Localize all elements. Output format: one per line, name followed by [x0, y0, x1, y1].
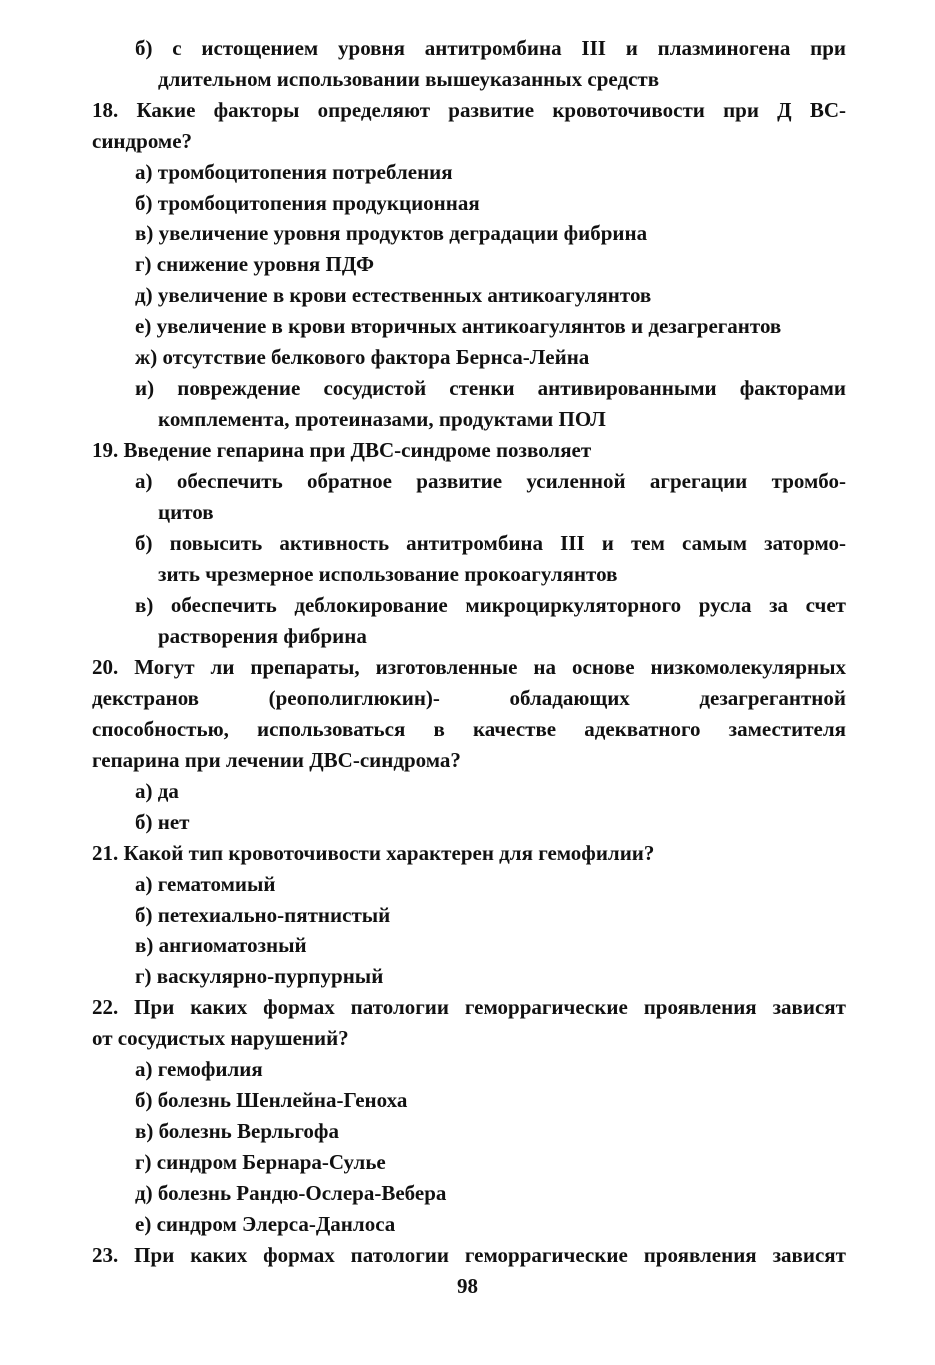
answer-option: б) с истощением уровня антитромбина III и плазминогена при	[135, 36, 846, 60]
question-22-continuation: от сосудистых нарушений?	[92, 1026, 349, 1050]
answer-option: б) нет	[135, 810, 190, 834]
answer-option: б) повысить активность антитромбина III и тем самым затормо-	[135, 531, 846, 555]
answer-option: б) петехиально-пятнистый	[135, 903, 391, 927]
question-18-continuation: синдроме?	[92, 129, 193, 153]
answer-option-continuation: длительном использовании вышеуказанных средств	[158, 67, 660, 91]
answer-option: г) синдром Бернара-Сулье	[135, 1150, 386, 1174]
question-20: 20. Могут ли препараты, изготовленные на основе низкомолекулярных	[92, 655, 846, 679]
answer-option: е) синдром Элерса-Данлоса	[135, 1212, 396, 1236]
answer-option: а) гематомиый	[135, 872, 276, 896]
answer-option: а) да	[135, 779, 179, 803]
answer-option: в) болезнь Верльгофа	[135, 1119, 339, 1143]
answer-option: б) болезнь Шенлейна-Геноха	[135, 1088, 408, 1112]
answer-option: а) тромбоцитопения потребления	[135, 160, 453, 184]
question-18: 18. Какие факторы определяют развитие кровоточивости при Д ВС-	[92, 98, 846, 122]
question-23: 23. При каких формах патологии геморрагические проявления зависят	[92, 1243, 846, 1267]
question-20-continuation: декстранов (реополиглюкин)- обладающих дезагрегантной	[92, 686, 846, 710]
answer-option: а) гемофилия	[135, 1057, 263, 1081]
page-number: 98	[457, 1274, 478, 1298]
answer-option: в) обеспечить деблокирование микроциркуляторного русла за счет	[135, 593, 846, 617]
answer-option: д) увеличение в крови естественных антикоагулянтов	[135, 283, 652, 307]
question-20-continuation: способностью, использоваться в качестве адекватного заместителя	[92, 717, 846, 741]
answer-option-continuation: комплемента, протеиназами, продуктами ПОЛ	[158, 407, 606, 431]
question-19: 19. Введение гепарина при ДВС-синдроме позволяет	[92, 438, 592, 462]
question-22: 22. При каких формах патологии геморрагические проявления зависят	[92, 995, 846, 1019]
answer-option: г) васкулярно-пурпурный	[135, 964, 384, 988]
answer-option: в) увеличение уровня продуктов деградации фибрина	[135, 221, 648, 245]
answer-option-continuation: цитов	[158, 500, 214, 524]
answer-option: а) обеспечить обратное развитие усиленной агрегации тромбо-	[135, 469, 846, 493]
question-21: 21. Какой тип кровоточивости характерен для гемофилии?	[92, 841, 655, 865]
answer-option: в) ангиоматозный	[135, 933, 307, 957]
answer-option: и) повреждение сосудистой стенки антивированными факторами	[135, 376, 846, 400]
answer-option: г) снижение уровня ПДФ	[135, 252, 375, 276]
answer-option-continuation: зить чрезмерное использование прокоагулянтов	[158, 562, 618, 586]
answer-option: д) болезнь Рандю-Ослера-Вебера	[135, 1181, 447, 1205]
answer-option: б) тромбоцитопения продукционная	[135, 191, 480, 215]
answer-option-continuation: растворения фибрина	[158, 624, 367, 648]
answer-option: ж) отсутствие белкового фактора Бернса-Лейна	[135, 345, 590, 369]
question-20-continuation: гепарина при лечении ДВС-синдрома?	[92, 748, 461, 772]
answer-option: е) увеличение в крови вторичных антикоагулянтов и дезагрегантов	[135, 314, 782, 338]
